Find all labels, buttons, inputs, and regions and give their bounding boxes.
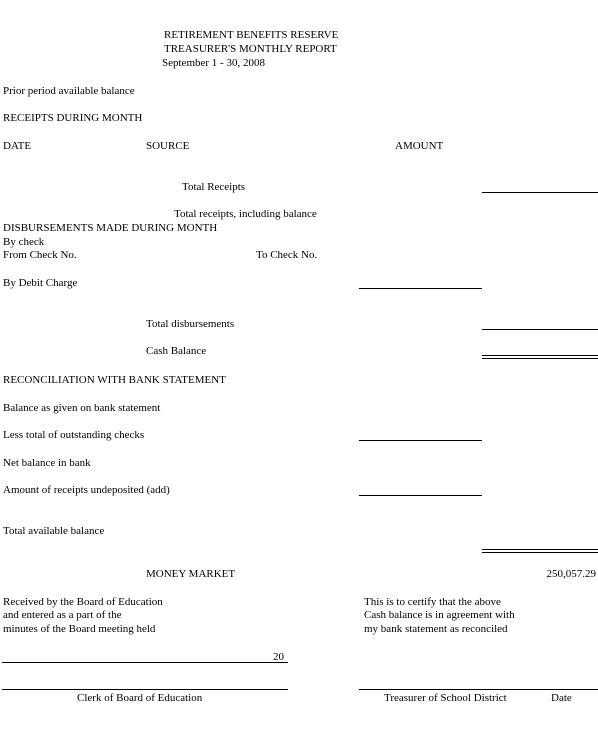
- disbursements-heading: DISBURSEMENTS MADE DURING MONTH: [3, 222, 218, 234]
- total-available-double-line: [482, 549, 598, 553]
- undeposited-label: Amount of receipts undeposited (add): [3, 484, 170, 496]
- col-amount-header: AMOUNT: [395, 140, 444, 152]
- total-disbursements-label: Total disbursements: [146, 318, 235, 330]
- debit-amount-line: [359, 288, 482, 289]
- cash-balance-label: Cash Balance: [146, 345, 207, 357]
- receipts-heading: RECEIPTS DURING MONTH: [3, 112, 143, 124]
- reconciliation-heading: RECONCILIATION WITH BANK STATEMENT: [3, 374, 226, 386]
- meeting-date-line: [2, 662, 288, 663]
- col-date-header: DATE: [3, 140, 32, 152]
- clerk-label: Clerk of Board of Education: [77, 692, 203, 704]
- received-line-2: and entered as a part of the: [3, 609, 122, 621]
- undeposited-line: [359, 495, 482, 496]
- less-outstanding-label: Less total of outstanding checks: [3, 429, 145, 441]
- net-balance-label: Net balance in bank: [3, 457, 91, 469]
- received-line-1: Received by the Board of Education: [3, 596, 163, 608]
- treasurer-label: Treasurer of School District: [384, 692, 507, 704]
- cash-balance-double-line: [482, 355, 598, 359]
- total-including-balance-label: Total receipts, including balance: [174, 208, 317, 220]
- year-suffix: 20: [273, 651, 284, 663]
- total-disbursements-line: [482, 329, 598, 330]
- treasurer-signature-line: [359, 689, 598, 690]
- report-period: September 1 - 30, 2008: [162, 57, 265, 69]
- prior-period-label: Prior period available balance: [3, 85, 135, 97]
- outstanding-line: [359, 440, 482, 441]
- total-receipts-line: [482, 192, 598, 193]
- certify-line-1: This is to certify that the above: [364, 596, 501, 608]
- balance-bank-label: Balance as given on bank statement: [3, 402, 161, 414]
- from-check-label: From Check No.: [3, 249, 77, 261]
- total-receipts-label: Total Receipts: [182, 181, 246, 193]
- certify-line-2: Cash balance is in agreement with: [364, 609, 515, 621]
- by-debit-label: By Debit Charge: [3, 277, 78, 289]
- money-market-label: MONEY MARKET: [146, 568, 236, 580]
- received-line-3: minutes of the Board meeting held: [3, 623, 156, 635]
- report-title: RETIREMENT BENEFITS RESERVE: [164, 29, 339, 41]
- report-subtitle: TREASURER'S MONTHLY REPORT: [164, 43, 337, 55]
- col-source-header: SOURCE: [146, 140, 190, 152]
- certify-line-3: my bank statement as reconciled: [364, 623, 508, 635]
- clerk-signature-line: [2, 689, 288, 690]
- total-available-label: Total available balance: [3, 525, 105, 537]
- by-check-label: By check: [3, 236, 45, 248]
- money-market-amount: 250,057.29: [546, 568, 596, 580]
- date-label: Date: [551, 692, 572, 704]
- to-check-label: To Check No.: [256, 249, 318, 261]
